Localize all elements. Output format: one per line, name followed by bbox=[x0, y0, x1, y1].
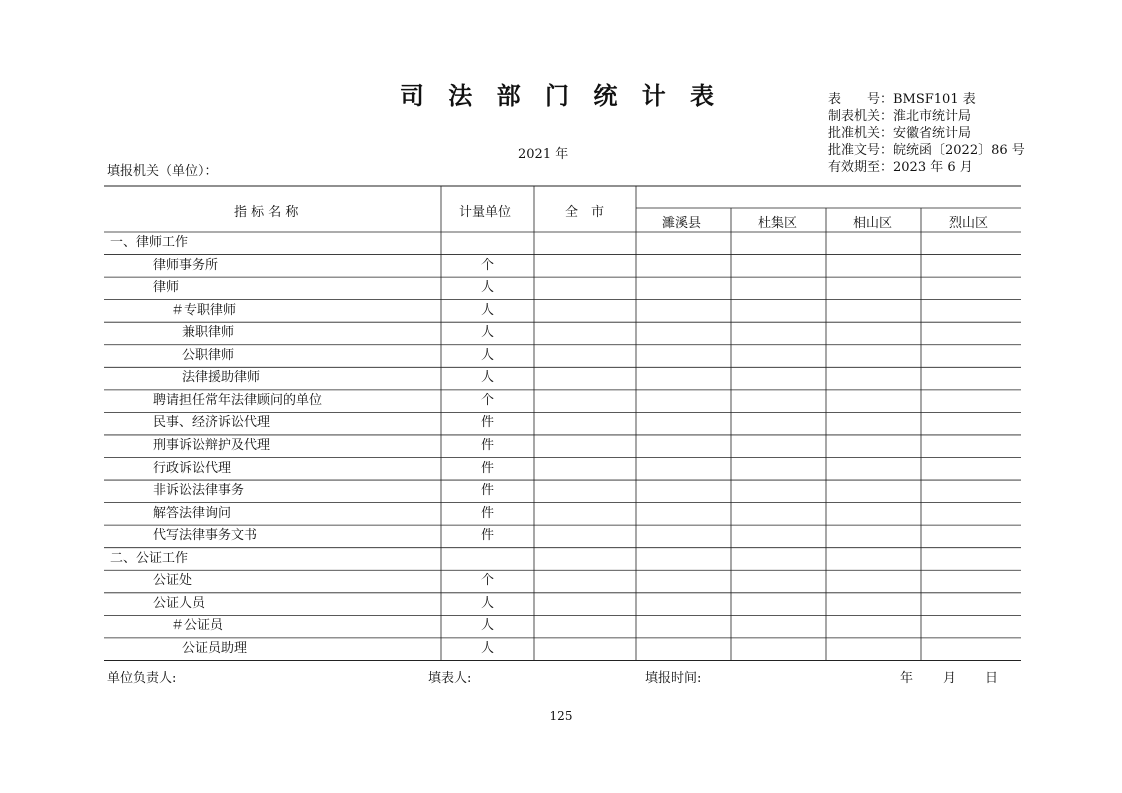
row-name: 兼职律师 bbox=[182, 325, 235, 341]
row-unit: 件 bbox=[481, 415, 495, 431]
row-unit: 人 bbox=[481, 302, 495, 318]
row-name: 一、律师工作 bbox=[110, 235, 189, 250]
row-unit: 人 bbox=[481, 325, 495, 341]
header-district-2: 杜集区 bbox=[758, 216, 798, 231]
row-unit: 人 bbox=[481, 595, 495, 611]
row-name: 公证员助理 bbox=[182, 640, 248, 656]
header-district-3: 相山区 bbox=[853, 216, 893, 231]
row-name: 行政诉讼代理 bbox=[153, 460, 232, 476]
footer-responsible: 单位负责人: bbox=[107, 671, 177, 686]
row-name: 律师 bbox=[153, 280, 180, 296]
row-unit: 件 bbox=[481, 483, 495, 499]
row-unit: 个 bbox=[481, 257, 495, 273]
row-unit: 人 bbox=[481, 280, 495, 296]
row-name: 法律援助律师 bbox=[182, 370, 261, 386]
row-unit: 人 bbox=[481, 347, 495, 363]
row-unit: 件 bbox=[481, 528, 495, 544]
row-unit: 人 bbox=[481, 618, 495, 634]
row-unit: 人 bbox=[481, 370, 495, 386]
row-name: 代写法律事务文书 bbox=[153, 528, 258, 544]
row-unit: 人 bbox=[481, 640, 495, 656]
form-approver: 批准机关：安徽省统计局 bbox=[828, 126, 972, 141]
row-name: 公职律师 bbox=[182, 347, 235, 363]
page-title: 司 法 部 门 统 计 表 bbox=[399, 82, 723, 110]
row-unit: 个 bbox=[481, 573, 495, 589]
filling-unit-label: 填报机关（单位）： bbox=[107, 164, 218, 179]
row-unit: 件 bbox=[481, 460, 495, 476]
row-name: 二、公证工作 bbox=[110, 550, 189, 566]
page-number: 125 bbox=[549, 709, 573, 723]
row-unit: 件 bbox=[481, 437, 495, 453]
header-district-1: 濉溪县 bbox=[662, 216, 702, 231]
row-name: 公证处 bbox=[153, 573, 193, 589]
header-district-4: 烈山区 bbox=[949, 216, 989, 231]
footer-preparer: 填表人: bbox=[428, 671, 472, 686]
form-issuer: 制表机关：淮北市统计局 bbox=[828, 109, 972, 124]
row-name: ＃专职律师 bbox=[171, 302, 237, 318]
footer-day: 日 bbox=[985, 671, 999, 686]
row-name: 解答法律询问 bbox=[153, 505, 232, 521]
row-name: 聘请担任常年法律顾问的单位 bbox=[153, 392, 323, 408]
form-number: 表 号：BMSF101 表 bbox=[828, 92, 976, 107]
row-unit: 个 bbox=[481, 392, 495, 408]
row-name: 刑事诉讼辩护及代理 bbox=[153, 437, 271, 453]
footer-year: 年 bbox=[900, 671, 914, 686]
row-name: 律师事务所 bbox=[153, 257, 219, 273]
header-city: 全 市 bbox=[565, 205, 605, 220]
approval-document: 批准文号：皖统函〔2022〕86 号 bbox=[828, 143, 1025, 158]
row-name: 公证人员 bbox=[153, 595, 206, 611]
header-unit: 计量单位 bbox=[459, 205, 512, 220]
row-name: 民事、经济诉讼代理 bbox=[153, 415, 271, 431]
row-unit: 件 bbox=[481, 505, 495, 521]
header-indicator: 指 标 名 称 bbox=[234, 205, 299, 220]
row-name: ＃公证员 bbox=[171, 618, 224, 634]
row-name: 非诉讼法律事务 bbox=[153, 483, 245, 499]
report-year: 2021 年 bbox=[518, 147, 569, 162]
valid-until: 有效期至：2023 年 6 月 bbox=[828, 160, 973, 175]
footer-fill-time: 填报时间: bbox=[645, 671, 702, 686]
footer-month: 月 bbox=[943, 671, 957, 686]
